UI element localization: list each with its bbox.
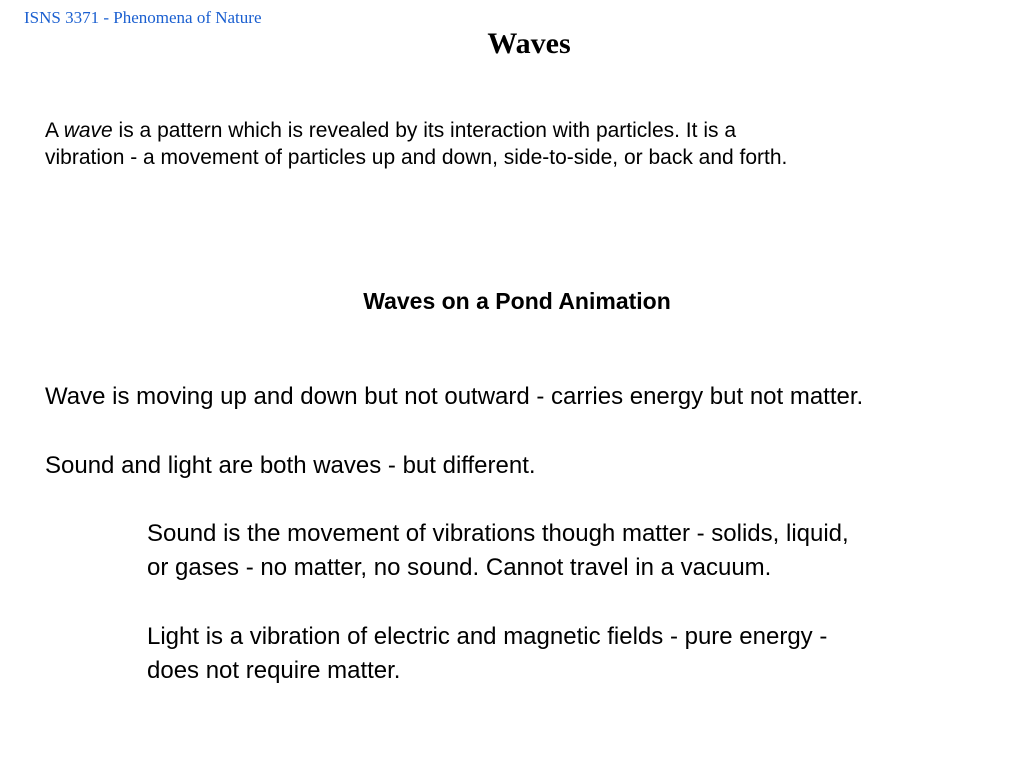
sound-line-1: Sound is the movement of vibrations though matter - solids, liquid,	[147, 520, 849, 547]
definition-prefix: A	[45, 119, 64, 142]
wave-definition-line-1	[45, 117, 1005, 144]
light-paragraph	[147, 620, 827, 688]
wave-motion-paragraph: Wave is moving up and down but not outward - carries energy but not matter.	[45, 383, 864, 410]
course-header: ISNS 3371 - Phenomena of Nature	[24, 8, 262, 27]
light-line-2: does not require matter.	[147, 657, 401, 684]
light-line-1: Light is a vibration of electric and magnetic fields - pure energy -	[147, 623, 828, 650]
sound-line-2: or gases - no matter, no sound. Cannot travel in a vacuum.	[147, 554, 772, 581]
sound-paragraph	[147, 517, 849, 585]
sound-light-paragraph: Sound and light are both waves - but different.	[45, 452, 536, 479]
animation-link[interactable]: Waves on a Pond Animation	[363, 288, 671, 314]
wave-definition	[45, 117, 1005, 171]
wave-definition-line-2: vibration - a movement of particles up and down, side-to-side, or back and forth.	[45, 146, 788, 169]
page-title: Waves	[487, 27, 571, 60]
wave-term: wave	[63, 119, 113, 142]
definition-rest: is a pattern which is revealed by its interaction with particles. It is a	[112, 119, 736, 142]
